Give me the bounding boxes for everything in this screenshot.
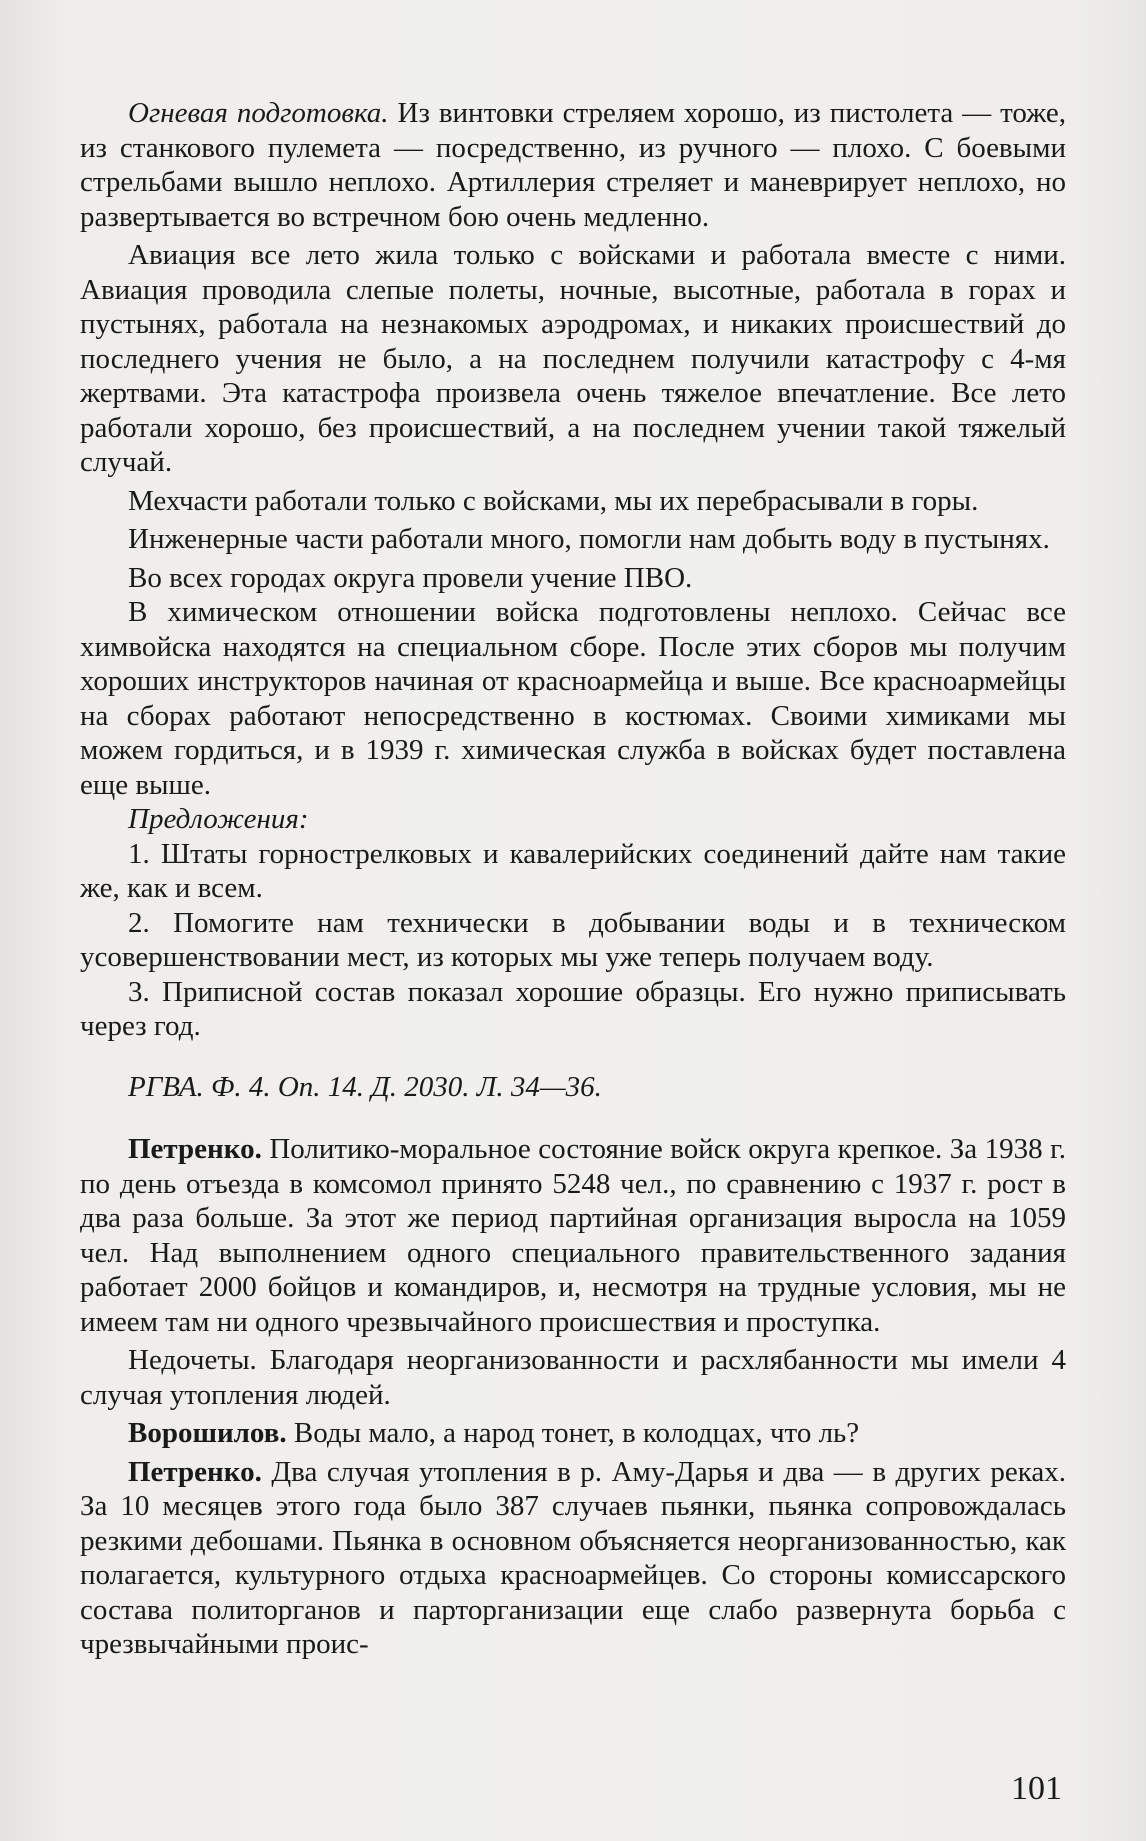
paragraph-air-defense: Во всех городах округа провели учение ПВО. [128, 561, 693, 594]
speaker-name: Петренко. [128, 1455, 262, 1488]
paragraph-voroshilov [80, 1416, 1066, 1451]
paragraph-petrenko-morale [80, 1132, 1066, 1339]
paragraph-shortcomings: Недочеты. Благодаря неорганизованности и расхлябанности мы имели 4 случая утопления людей. [80, 1344, 1066, 1411]
paragraph-petrenko-drowning [80, 1455, 1066, 1662]
paragraph-body: Из винтовки стреляем хорошо, из пистолета — тоже, из станкового пулемета — посредственно, из ручного — плохо. С боевыми стрельбами вышло неплохо. Артиллерия стреляет и маневрирует неплохо, но развертывается во встречном бою очень медленно. [80, 97, 1066, 233]
speech-text: Политико-моральное состояние войск округа крепкое. За 1938 г. по день отъезда в комсомол принято 5248 чел., по сравнению с 1937 г. рост в два раза больше. За этот же период партийная организация выросла на 1059 чел. Над выполнением одного специального правительственного задания работает 2000 бойцов и командиров, и, несмотря на трудные условия, мы не имеем там ни одного чрезвычайного происшествия и проступка. [80, 1133, 1066, 1338]
paragraph-engineering: Инженерные части работали много, помогли нам добыть воду в пустынях. [128, 523, 1050, 555]
archive-reference: РГВА. Ф. 4. Оп. 14. Д. 2030. Л. 34—36. [128, 1070, 602, 1103]
proposals-heading: Предложения: [128, 803, 309, 835]
paragraph-lead: Огневая подготовка. [128, 97, 389, 129]
page-text [80, 96, 1066, 1662]
proposal-item: 3. Приписной состав показал хорошие образцы. Его нужно приписывать через год. [80, 975, 1066, 1042]
paragraph-mech-units: Мехчасти работали только с войсками, мы их перебрасывали в горы. [128, 484, 979, 517]
paragraph-aviation: Авиация все лето жила только с войсками и работала вместе с ними. Авиация проводила слепые полеты, ночные, высотные, работала в горах и пустынях, работала на незнакомых аэродромах, и никаких происшествий до последнего учения не было, а на последнем получили катастрофу с 4-мя жертвами. Эта катастрофа произвела очень тяжелое впечатление. Все лето работали хорошо, без происшествий, а на последнем учении такой тяжелый случай. [80, 239, 1066, 478]
speech-text: Воды мало, а народ тонет, в колодцах, что ль? [286, 1417, 860, 1449]
proposal-item: 1. Штаты горнострелковых и кавалерийских соединений дайте нам такие же, как и всем. [80, 837, 1066, 904]
speaker-name: Ворошилов. [128, 1417, 287, 1449]
speech-text: Два случая утопления в р. Аму-Дарья и два — в других реках. За 10 месяцев этого года было 387 случаев пьянки, пьянка сопровождалась резкими дебошами. Пьянка в основном объясняется неорганизованностью, как полагается, культурного отдыха красноармейцев. Со стороны комиссарского состава политорганов и парторганизации еще слабо развернута борьба с чрезвычайными проис- [80, 1455, 1066, 1660]
speaker-name: Петренко. [128, 1133, 262, 1165]
proposal-item: 2. Помогите нам технически в добывании воды и в техническом усовершенствовании мест, из которых мы уже теперь получаем воду. [80, 906, 1066, 973]
paragraph-fire-training [80, 96, 1066, 234]
page-number: 101 [1011, 1770, 1062, 1807]
paragraph-chemical: В химическом отношении войска подготовлены неплохо. Сейчас все химвойска находятся на специальном сборе. После этих сборов мы получим хороших инструкторов начиная от красноармейца и выше. Все красноармейцы на сборах работают непосредственно в костюмах. Своими химиками мы можем гордиться, и в 1939 г. химическая служба в войсках будет поставлена еще выше. [80, 596, 1066, 801]
